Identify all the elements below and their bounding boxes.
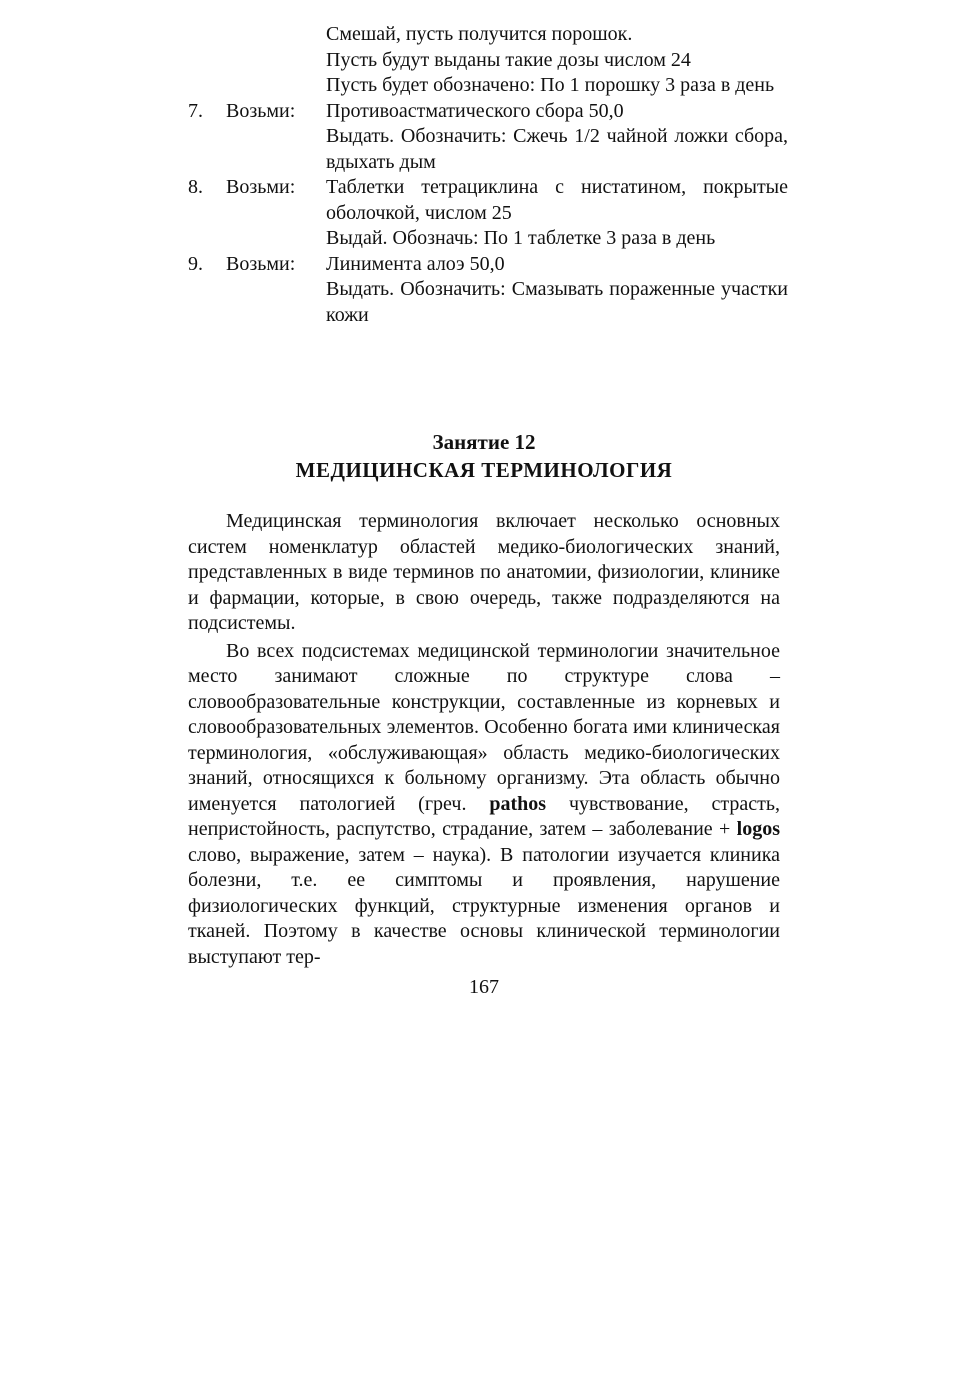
prescription-number: 8. bbox=[188, 176, 203, 198]
prescription-line: Выдать. Обозначить: Сжечь 1/2 чайной ложки сбора, вдыхать дым bbox=[326, 125, 788, 173]
paragraph bbox=[188, 639, 780, 971]
term-logos: logos bbox=[736, 818, 781, 840]
body-text bbox=[188, 509, 780, 972]
prescription-number: 9. bbox=[188, 252, 203, 275]
prescription-lead-line: Пусть будут выданы такие дозы числом 24 bbox=[326, 48, 691, 71]
paragraph-text: чувствование, страсть, непристойность, распутство, страдание, затем – заболевание + bbox=[188, 792, 781, 840]
prescription-item bbox=[188, 252, 788, 329]
prescription-line: Линимента алоэ 50,0 bbox=[326, 252, 505, 275]
lesson-label: Занятие 12 bbox=[432, 430, 536, 454]
prescription-line: Выдать. Обозначить: Смазывать пораженные участки кожи bbox=[326, 278, 788, 326]
prescription-item bbox=[188, 99, 788, 176]
prescription-lead-line: Смешай, пусть получится порошок. bbox=[326, 23, 633, 45]
lesson-title: МЕДИЦИНСКАЯ ТЕРМИНОЛОГИЯ bbox=[295, 458, 673, 482]
prescription-lead-line: Пусть будет обозначено: По 1 порошку 3 раза в день bbox=[326, 74, 775, 96]
prescription-verb: Возьми: bbox=[226, 176, 296, 198]
paragraph: Медицинская терминология включает несколько основных систем номенклатур областей медико-биологических знаний, представленных в виде терминов по анатомии, физиологии, клинике и фармации, которые, в свою очередь, также подразделяются на подсистемы. bbox=[188, 510, 780, 634]
prescription-line: Выдай. Обозначь: По 1 таблетке 3 раза в день bbox=[326, 227, 716, 249]
prescription-body bbox=[326, 99, 788, 176]
prescription-line: Таблетки тетрациклина с нистатином, покрытые оболочкой, числом 25 bbox=[326, 176, 788, 224]
prescription-body bbox=[326, 252, 788, 329]
lesson-heading bbox=[188, 428, 780, 484]
prescription-body bbox=[326, 175, 788, 252]
paragraph-text: слово, выражение, затем – наука). В патологии изучается клиника болезни, т.е. ее симптомы и проявления, нарушение физиологических функций, структурные изменения органов и тканей. Поэтому в качестве основы клинической терминологии выступают тер- bbox=[188, 843, 780, 968]
prescription-verb: Возьми: bbox=[226, 252, 296, 275]
page-number: 167 bbox=[469, 976, 499, 998]
prescription-verb: Возьми: bbox=[226, 99, 296, 122]
paragraph-text: Во всех подсистемах медицинской терминологии значительное место занимают сложные по структуре слова – словообразовательные конструкции, составленные из корневых и словообразовательных элементов. Особенно богата ими клиническая терминология, «обслуживающая» область медико-биологических знаний, относящихся к больному организму. Эта область обычно именуется патологией (греч. bbox=[188, 639, 780, 815]
prescription-item bbox=[188, 175, 788, 252]
term-pathos: pathos bbox=[489, 792, 547, 815]
prescription-number: 7. bbox=[188, 99, 203, 122]
prescription-list bbox=[188, 22, 788, 328]
prescription-line: Противоастматического сбора 50,0 bbox=[326, 99, 624, 122]
